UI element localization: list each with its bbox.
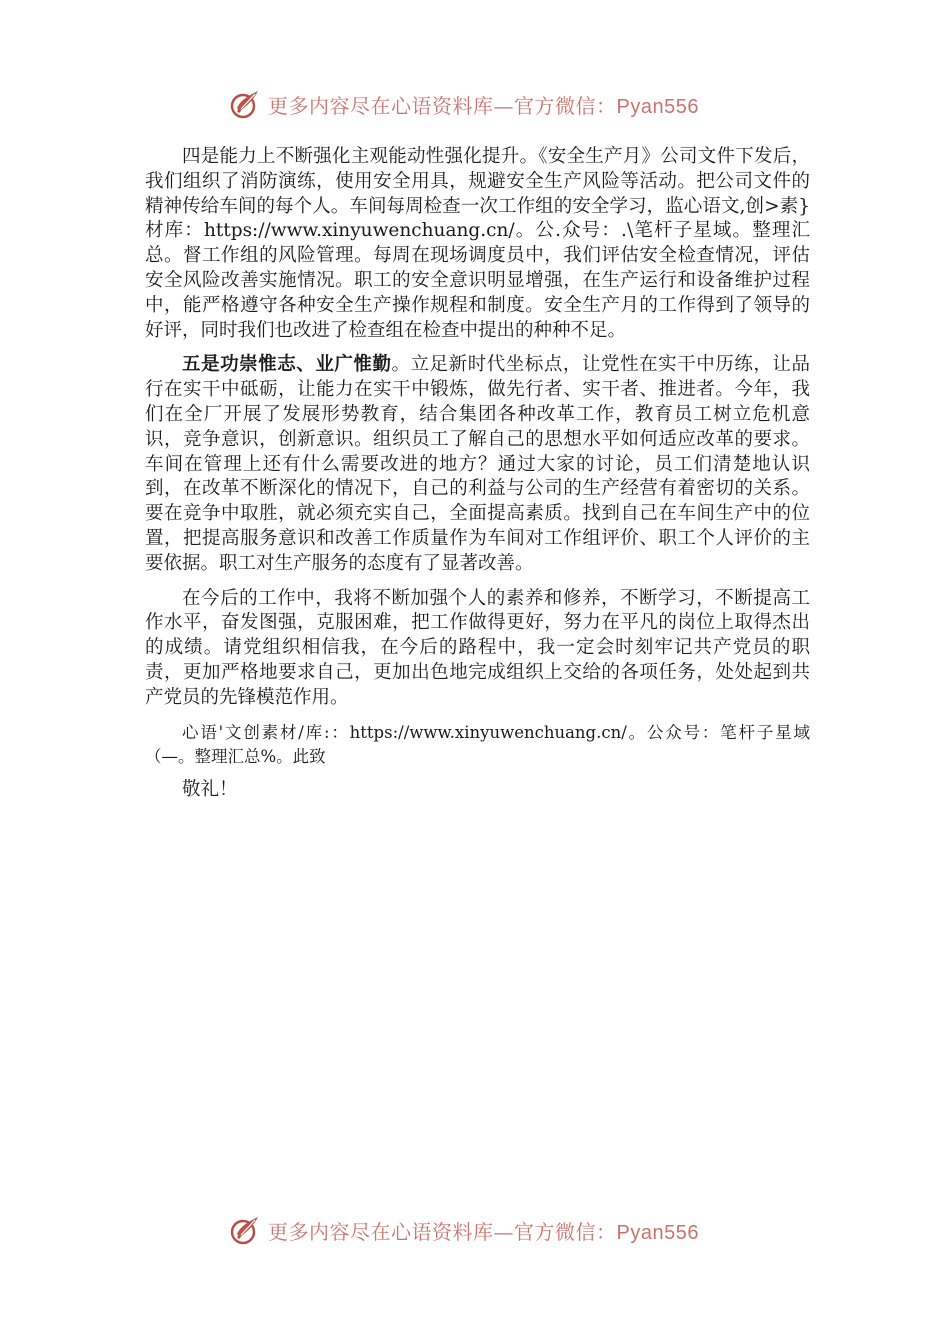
- paragraph-5-diligence: [145, 353, 810, 576]
- banner-label: 更多内容尽在心语资料库—官方微信：: [268, 1219, 617, 1244]
- banner-text: [268, 1216, 699, 1245]
- header-watermark-banner: [228, 86, 728, 122]
- paragraph-future-commitment: 在今后的工作中，我将不断加强个人的素养和修养，不断学习，不断提高工作水平，奋发图强，克服困难，把工作做得更好，努力在平凡的岗位上取得杰出的成绩。请党组织相信我，在今后的路程中，我一定会时刻牢记共产党员的职责，更加严格地要求自己，更加出色地完成组织上交给的各项任务，处处起到共产党员的先锋模范作用。: [145, 587, 810, 708]
- paragraph-source-note: 心语'文创素材/库:：https://www.xinyuwenchuang.cn/。公众号：笔杆子星域（—。整理汇总%。此致: [145, 722, 810, 767]
- document-body: [145, 145, 810, 803]
- paragraph-5-body: 。立足新时代坐标点，让党性在实干中历练，让品行在实干中砥砺，让能力在实干中锻炼，做先行者、实干者、推进者。今年，我们在全厂开展了发展形势教育，结合集团各种改革工作，教育员工树立危机意识，竞争意识，创新意识。组织员工了解自己的思想水平如何适应改革的要求。车间在管理上还有什么需要改进的地方？通过大家的讨论，员工们清楚地认识到，在改革不断深化的情况下，自己的利益与公司的生产经营有着密切的关系。要在竞争中取胜，就必须充实自己，全面提高素质。找到自己在车间生产中的位置，把提高服务意识和改善工作质量作为车间对工作组评价、职工个人评价的主要依据。职工对生产服务的态度有了显著改善。: [145, 354, 810, 574]
- banner-handle: Pyan556: [616, 95, 699, 118]
- footer-watermark-banner: [228, 1212, 728, 1248]
- paragraph-5-lead: 五是功崇惟志、业广惟勤: [182, 354, 392, 376]
- banner-handle: Pyan556: [616, 1221, 699, 1244]
- banner-label: 更多内容尽在心语资料库—官方微信：: [268, 93, 617, 118]
- pen-nib-logo-icon: [228, 1213, 262, 1247]
- closing-salute: 敬礼！: [182, 779, 238, 801]
- pen-nib-logo-icon: [228, 87, 262, 121]
- paragraph-4-ability: 四是能力上不断强化主观能动性强化提升。《安全生产月》公司文件下发后，我们组织了消防演练，使用安全用具，规避安全生产风险等活动。把公司文件的精神传给车间的每个人。车间每周检查一次工作组的安全学习，监心语文,创>素}材库：https://www.xinyuwenchuang.cn/。公.众号：.\笔杆子星域。整理汇总。督工作组的风险管理。每周在现场调度员中，我们评估安全检查情况，评估安全风险改善实施情况。职工的安全意识明显增强，在生产运行和设备维护过程中，能严格遵守各种安全生产操作规程和制度。安全生产月的工作得到了领导的好评，同时我们也改进了检查组在检查中提出的种种不足。: [145, 146, 810, 341]
- banner-text: [268, 90, 699, 119]
